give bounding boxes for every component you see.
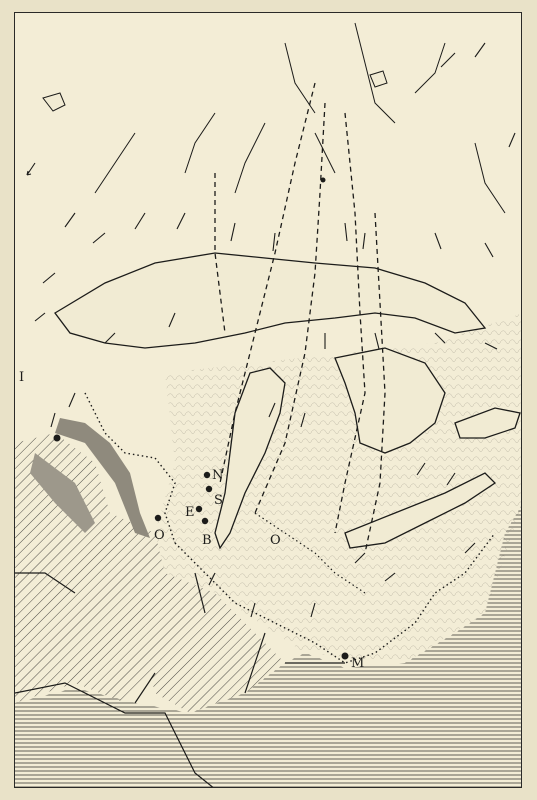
label-b: B xyxy=(202,533,212,548)
label-o-west: O xyxy=(154,528,165,543)
label-o-central: O xyxy=(270,533,281,548)
site-dot-o-west xyxy=(155,515,161,521)
site-dot-n xyxy=(204,472,210,478)
site-dot-west xyxy=(54,435,61,442)
site-dot-north xyxy=(321,178,326,183)
label-e: E xyxy=(185,505,195,520)
site-dot-m xyxy=(342,653,349,660)
site-dot-s xyxy=(206,486,212,492)
label-i: I xyxy=(19,370,25,385)
site-dot-e xyxy=(196,506,202,512)
glacial-map xyxy=(15,13,522,788)
site-dot-b xyxy=(202,518,208,524)
label-s: S xyxy=(214,493,223,508)
map-frame xyxy=(14,12,522,788)
label-n: N xyxy=(212,468,224,483)
label-m: M xyxy=(351,656,365,671)
